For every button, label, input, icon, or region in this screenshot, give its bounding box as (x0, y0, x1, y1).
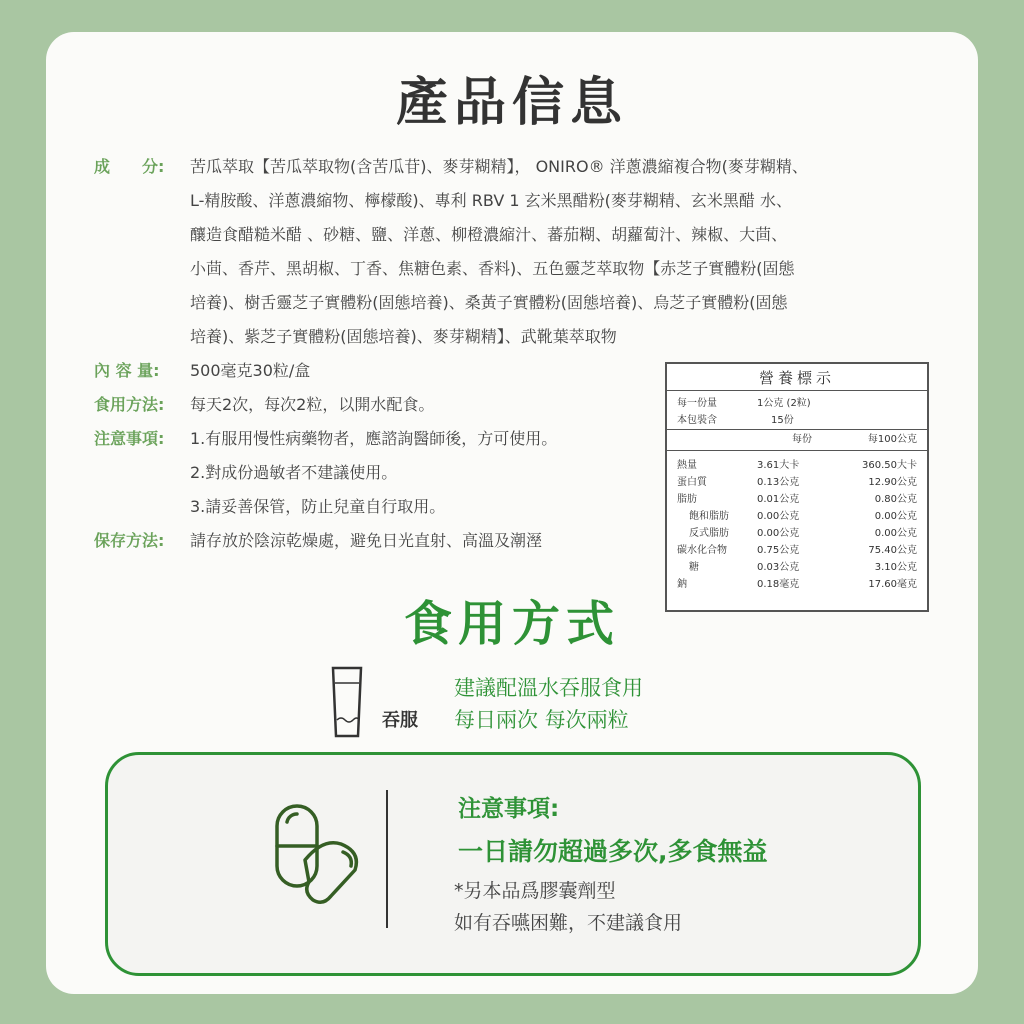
warning-note: *另本品爲膠囊劑型 (454, 880, 616, 902)
notes-item: 2.對成份過敏者不建議使用。 (190, 463, 398, 482)
storage-label: 保存方法: (94, 531, 165, 550)
page-title: 產品信息 (395, 73, 628, 133)
servings-label: 本包裝含 (677, 415, 717, 426)
usage-instructions (454, 672, 643, 736)
ingredients-line: L-精胺酸、洋蔥濃縮物、檸檬酸)、專利 RBV 1 玄米黑醋粉(麥芽糊精、玄米黑醋 水、 (190, 191, 792, 210)
serving-value: 1公克 (2粒) (757, 398, 811, 409)
nutrition-facts-table (665, 362, 929, 612)
nutrition-row: 反式脂肪 0.00公克 0.00公克 (689, 528, 917, 539)
ingredients-line: 小茴、香芹、黑胡椒、丁香、焦糖色素、香料)、五色靈芝萃取物【赤芝子實體粉(固態 (190, 259, 795, 278)
servings-per-pack-row (667, 412, 927, 429)
notes-label: 注意事項: (94, 429, 165, 448)
usage-line: 建議配溫水吞服食用 (454, 676, 643, 700)
nutrition-row: 糖 0.03公克 3.10公克 (689, 562, 917, 573)
usage-label: 食用方法: (94, 395, 165, 414)
usage-value: 每天2次，每次2粒，以開水配食。 (190, 395, 435, 414)
nutrition-row: 碳水化合物 0.75公克 75.40公克 (677, 545, 917, 556)
nutrition-row: 脂肪 0.01公克 0.80公克 (677, 494, 917, 505)
usage-section-title: 食用方式 (403, 596, 620, 652)
nutrition-header-row (667, 429, 927, 451)
warning-title: 注意事項: (458, 796, 560, 822)
ingredients-line: 培養)、紫芝子實體粉(固態培養)、麥芽糊精】、武靴葉萃取物 (190, 327, 617, 346)
notes-item: 1.有服用慢性病藥物者，應諮詢醫師後，方可使用。 (190, 429, 558, 448)
glass-icon (330, 665, 364, 739)
ingredients-line: 培養)、樹舌靈芝子實體粉(固態培養)、桑黃子實體粉(固態培養)、烏芝子實體粉(固態 (190, 293, 788, 312)
servings-value: 15份 (771, 415, 794, 426)
storage-value: 請存放於陰涼乾燥處，避免日光直射、高溫及潮溼 (190, 531, 543, 550)
nutrition-row: 鈉 0.18毫克 17.60毫克 (677, 579, 917, 590)
ingredients-line: 苦瓜萃取【苦瓜萃取物(含苦瓜苷)、麥芽糊精】， ONIRO® 洋蔥濃縮複合物(麥芽糊精、 (190, 157, 808, 176)
warning-note: 如有吞嚥困難，不建議食用 (454, 912, 683, 934)
content-value: 500毫克30粒/盒 (190, 361, 311, 380)
ingredients-row (94, 150, 924, 354)
warning-divider (386, 790, 388, 928)
nutrition-row: 熱量 3.61大卡 360.50大卡 (677, 460, 917, 471)
nutrition-row: 飽和脂肪 0.00公克 0.00公克 (689, 511, 917, 522)
usage-line: 每日兩次 每次兩粒 (454, 708, 629, 732)
content-label: 內 容 量: (94, 361, 160, 380)
per-serving-header: 每份 (792, 434, 812, 445)
per-100g-header: 每100公克 (867, 434, 917, 445)
ingredients-label: 成 分: (94, 157, 165, 176)
nutrition-row: 蛋白質 0.13公克 12.90公克 (677, 477, 917, 488)
serving-label: 每一份量 (677, 398, 717, 409)
capsule-icon (273, 800, 363, 910)
ingredients-line: 釀造食醋糙米醋 、砂糖、鹽、洋蔥、柳橙濃縮汁、蕃茄糊、胡蘿蔔汁、辣椒、大茴、 (190, 225, 788, 244)
ingredients-value (190, 150, 924, 354)
nutrition-title: 營養標示 (667, 364, 927, 391)
swallow-label: 吞服 (382, 710, 418, 731)
warning-notes (454, 875, 682, 939)
notes-item: 3.請妥善保管，防止兒童自行取用。 (190, 497, 446, 516)
warning-main-text: 一日請勿超過多次,多食無益 (458, 837, 768, 866)
serving-size-row (667, 395, 927, 412)
